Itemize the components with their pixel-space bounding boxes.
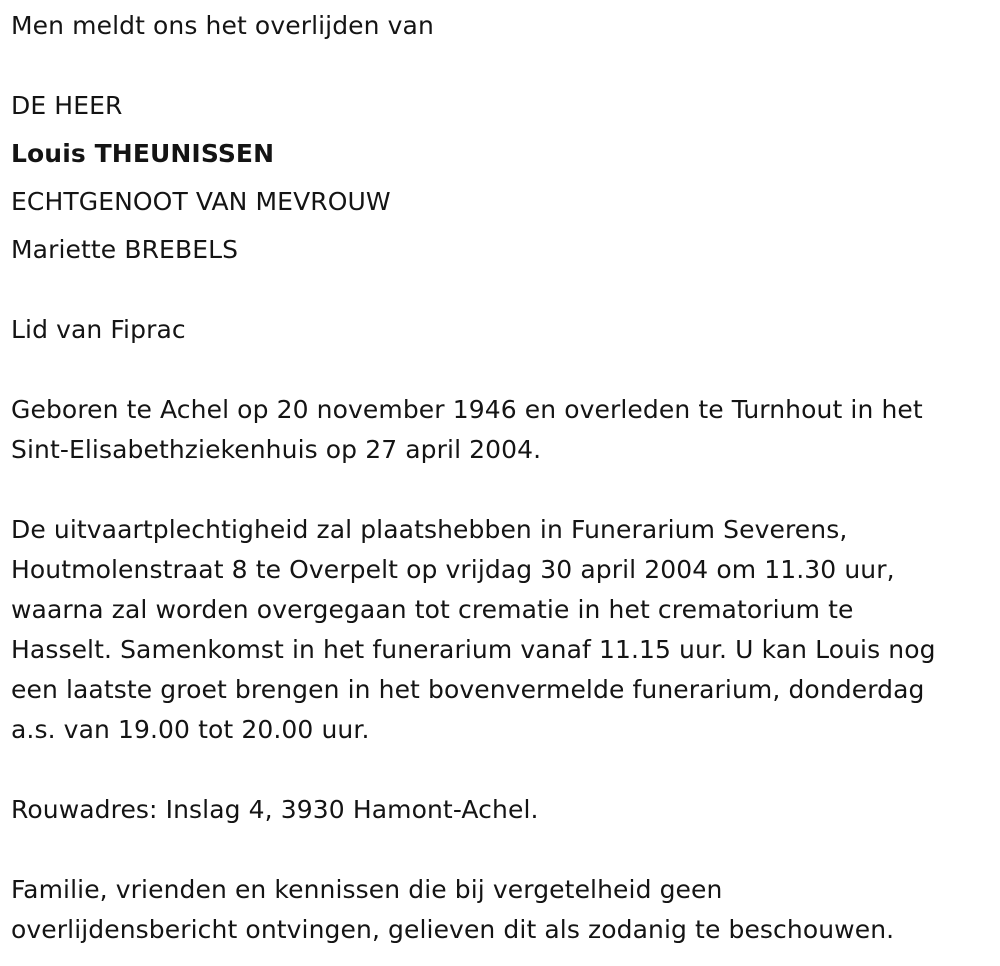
mourning-address: Rouwadres: Inslag 4, 3930 Hamont-Achel.	[11, 795, 539, 824]
membership-text: Lid van Fiprac	[11, 315, 186, 344]
funeral-line: Houtmolenstraat 8 te Overpelt op vrijdag 30 april 2004 om 11.30 uur,	[11, 555, 895, 584]
birth-death-line: Sint-Elisabethziekenhuis op 27 april 2004.	[11, 435, 542, 464]
funeral-line: een laatste groet brengen in het bovenvermelde funerarium, donderdag	[11, 675, 925, 704]
deceased-name: Louis THEUNISSEN	[11, 139, 275, 168]
honorific: DE HEER	[11, 91, 123, 120]
funeral-line: Hasselt. Samenkomst in het funerarium vanaf 11.15 uur. U kan Louis nog	[11, 635, 936, 664]
funeral-line: waarna zal worden overgegaan tot crematie in het crematorium te	[11, 595, 854, 624]
funeral-line: De uitvaartplechtigheid zal plaatshebben in Funerarium Severens,	[11, 515, 848, 544]
spouse-name: Mariette BREBELS	[11, 235, 239, 264]
funeral-line: a.s. van 19.00 tot 20.00 uur.	[11, 715, 370, 744]
intro-text: Men meldt ons het overlijden van	[11, 11, 434, 40]
spouse-label: ECHTGENOOT VAN MEVROUW	[11, 187, 391, 216]
birth-death-line: Geboren te Achel op 20 november 1946 en overleden te Turnhout in het	[11, 395, 923, 424]
closing-line: Familie, vrienden en kennissen die bij vergetelheid geen	[11, 875, 723, 904]
closing-line: overlijdensbericht ontvingen, gelieven dit als zodanig te beschouwen.	[11, 915, 895, 944]
